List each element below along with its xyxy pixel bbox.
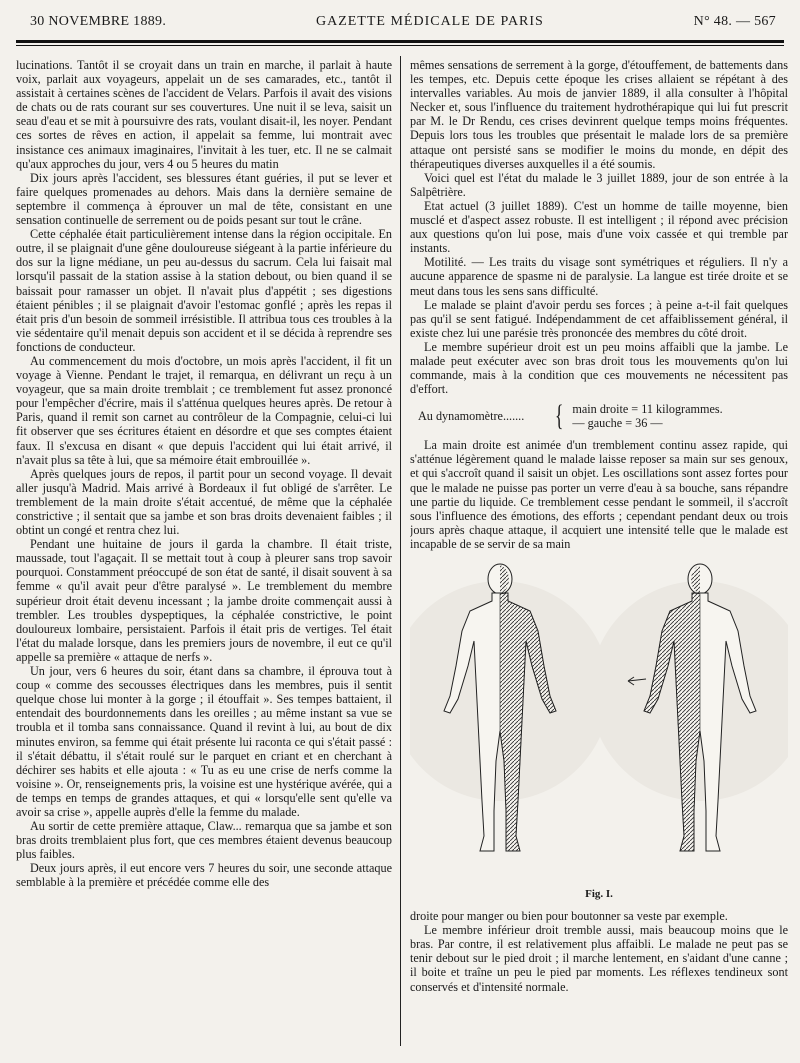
header-date: 30 NOVEMBRE 1889. [30,14,167,29]
paragraph: Voici quel est l'état du malade le 3 juillet 1889, jour de son entrée à la Salpêtrière. [410,170,788,199]
left-column [16,58,392,1048]
paragraph: Le malade se plaint d'avoir perdu ses forces ; à peine a-t-il fait quelques pas qu'il se sent fatigué. Indépendamment de cet affaiblissement général, il existe chez lui une parésie très prononcée des membres du côté droit. [410,297,788,340]
paragraph: Etat actuel (3 juillet 1889). C'est un homme de taille moyenne, bien musclé et d'aspect assez robuste. Il est intelligent ; il répond avec précision aux questions qu'on lui pose, mais d'une voix cassée et qui tremble par instants. [410,198,788,256]
dynamometer-readings [418,399,788,433]
paragraph: La main droite est animée d'un tremblement continu assez rapide, qui s'atténue légèrement quand le malade laisse reposer sa main sur ses genoux, et qui s'accroît quand il saisit un objet. Les oscillations sont assez fortes pour que le malade ne puisse pas porter un verre d'eau à sa bouche, sans répandre une partie du liquide. Ce tremblement cesse pendant le sommeil, il s'accroît sous l'influence des émotions, des efforts ; cependant pendant deux ou trois jours après chaque attaque, il acquiert une intensité telle que le malade est incapable de se servir de sa main [410,438,788,551]
paragraph: droite pour manger ou bien pour boutonner sa veste par exemple. [410,909,728,924]
journal-title: GAZETTE MÉDICALE DE PARIS [315,14,544,29]
paragraph: Un jour, vers 6 heures du soir, étant dans sa chambre, il éprouva tout à coup « comme des secousses électriques dans les membres, puis il sentit quelque chose lui monter à la gorge ; il étouffait ». Ses tempes battaient, il entendait des bourdonnements dans les oreilles ; au même instant sa vue se troubla et il tomba sans connaissance. Quand il revint à lui, au bout de dix minutes environ, sa femme qui était présente lui raconta ce qui s'était passé : il s'était débattu, il s'était roulé sur le parquet en criant et en cherchant à déchirer ses habits et elle ajouta : « Tu as eu une crise de nerfs comme la voisine ». Or, renseignements pris, la voisine est une hystérique avérée, qui a de temps en temps de grandes attaques, et qui « lorsqu'elle sent qu'elle va avoir sa crise », appelle auprès d'elle la femme du malade. [16,664,392,819]
brace-glyph: { [554,399,564,433]
header-rule-thin [16,45,784,46]
dynamometer-label: Au dynamomètre....... [418,409,525,424]
paragraph: Pendant une huitaine de jours il garda la chambre. Il était triste, maussade, tout l'agaçait. Il se mettait tout à coup à pleurer sans trop savoir pourquoi. Constamment préoccupé de son état de santé, il disait souvent à sa femme « qu'il avait peur d'être paralysé ». Le tremblement du membre supérieur droit était devenu incessant ; la jambe droite commençait aussi à trembler. Les troubles dyspeptiques, la céphalée constrictive, le point douloureux lombaire, persistaient. Parfois il était pris de vertiges. Tel était l'état du malade lorsque, dans les premiers jours de novembre, il eut ce qu'il appelle sa première « attaque de nerfs ». [16,537,392,664]
dynamometer-right: main droite = 11 kilogrammes. [572,402,723,417]
paragraph: Cette céphalée était particulièrement intense dans la région occipitale. En outre, il se plaignait d'une gêne douloureuse siégeant à la partie inférieure du dos sur la ligne médiane, un peu au-dessus du sacrum. Cela lui faisait mal lorsqu'il passait de la station assise à la station debout, ou bien quand il se baissait pour ramasser un objet. Il n'avait plus d'appétit ; ses digestions étaient pénibles ; il se plaignait d'avoir l'estomac gonflé ; après les repas il était pris d'un besoin de sommeil irrésistible. Il attribua tous ces troubles à la vie sédentaire qu'il menait depuis son accident et il se décida à reprendre ses fonctions de conducteur. [16,227,392,354]
paragraph: Le membre supérieur droit est un peu moins affaibli que la jambe. Le malade peut exécuter avec son bras droit tous les mouvements qu'on lui commande, mais à la condition que ces mouvements ne nécessitent pas d'effort. [410,339,788,397]
dynamometer-values [572,402,722,430]
paragraph: mêmes sensations de serrement à la gorge, d'étouffement, de battements dans les tempes, etc. Depuis cette époque les crises allaient se répétant à des intervalles variables. Au mois de janvier 1889, il alla consulter à l'hôpital Necker et, sous l'influence du traitement hydrothérapique qui lui fut prescrit par M. le Dr Rendu, ces crises devinrent quelque temps moins fréquentes. Depuis lors tous les troubles que présentait le malade lors de sa première attaque ont persisté sans se modifier le moins du monde, en dépit des thérapeutiques diverses auxquelles il a été soumis. [410,58,788,171]
figure-caption: Fig. I. [585,888,613,900]
paragraph: lucinations. Tantôt il se croyait dans un train en marche, il parlait à haute voix, parlait aux voyageurs, appelait un de ses camarades, etc., tantôt il assistait à certaines scènes de l'accident de Velars. Parfois il avait des visions de chats ou de rats courant sur ses couvertures. Une nuit il se leva, saisit un seau d'eau et se mit à poursuivre des rats, voulant disait-il, les noyer. Pendant ces sortes de rêves en action, il appelait sa femme, lui montrait avec insistance ces animaux imaginaires, l'invitait à les tuer, etc. Il ne se calmait qu'aux approches du jour, vers 4 ou 5 heures du matin [16,58,392,171]
issue-number: N° 48. — 567 [693,14,776,29]
column-divider [400,56,401,1046]
paragraph: Au sortir de cette première attaque, Claw... remarqua que sa jambe et son bras droits tremblaient plus fort, que ces membres étaient devenus beaucoup plus faibles. [16,819,392,862]
paragraph: Le membre inférieur droit tremble aussi, mais beaucoup moins que le bras. Par contre, il est relativement plus affaibli. Le malade ne peut pas se tenir debout sur le pied droit ; il marche lentement, en s'aidant d'une canne ; il boite et traîne un peu le pied par moments. Les réflexes tendineux sont conservés et d'intensité normale. [410,923,788,994]
paragraph: Dix jours après l'accident, ses blessures étant guéries, il put se lever et faire quelques promenades au dehors. Mais dans la dernière semaine de septembre il commença à éprouver un mal de tête, consistant en une sensation continuelle de serrement ou de poids pesant sur tout le crâne. [16,170,392,228]
dynamometer-left: — gauche = 36 — [572,416,663,431]
header-rule-thick [16,40,784,43]
paragraph: Deux jours après, il eut encore vers 7 heures du soir, une seconde attaque semblable à la première et précédée comme elle des [16,861,392,890]
right-column [410,58,788,1048]
page-header [30,14,776,36]
figure-anatomical [410,561,788,881]
paragraph: Motilité. — Les traits du visage sont symétriques et réguliers. Il n'y a aucune apparence de spasme ni de paralysie. La langue est tirée droite et se meut dans tous les sens sans difficulté. [410,255,788,298]
anatomical-figure-illustration [410,561,788,881]
paragraph: Au commencement du mois d'octobre, un mois après l'accident, il fit un voyage à Vienne. Pendant le trajet, il remarqua, en délivrant un reçu à un voyageur, que sa main droite tremblait ; ce tremblement fut assez prononcé pour l'empêcher d'écrire, mais il s'atténua quelques heures après. De retour à Paris, quand il remit son carnet au contrôleur de la Compagnie, celui-ci lui fit observer que ses écritures étaient en désordre et que ses comptes étaient faux. Il s'excusa en disant « que depuis l'accident qui lui était arrivé, il n'avait plus sa tête à lui, que sa mémoire était embrouillée ». [16,353,392,467]
paragraph: Après quelques jours de repos, il partit pour un second voyage. Il devait aller jusqu'à Madrid. Mais arrivé à Bordeaux il fut obligé de s'arrêter. Le tremblement de la main droite s'était accentué, de même que la céphalée constrictive ; il sentait que sa jambe et son bras droits devenaient faibles ; il obtint un congé et rentra chez lui. [16,466,392,538]
